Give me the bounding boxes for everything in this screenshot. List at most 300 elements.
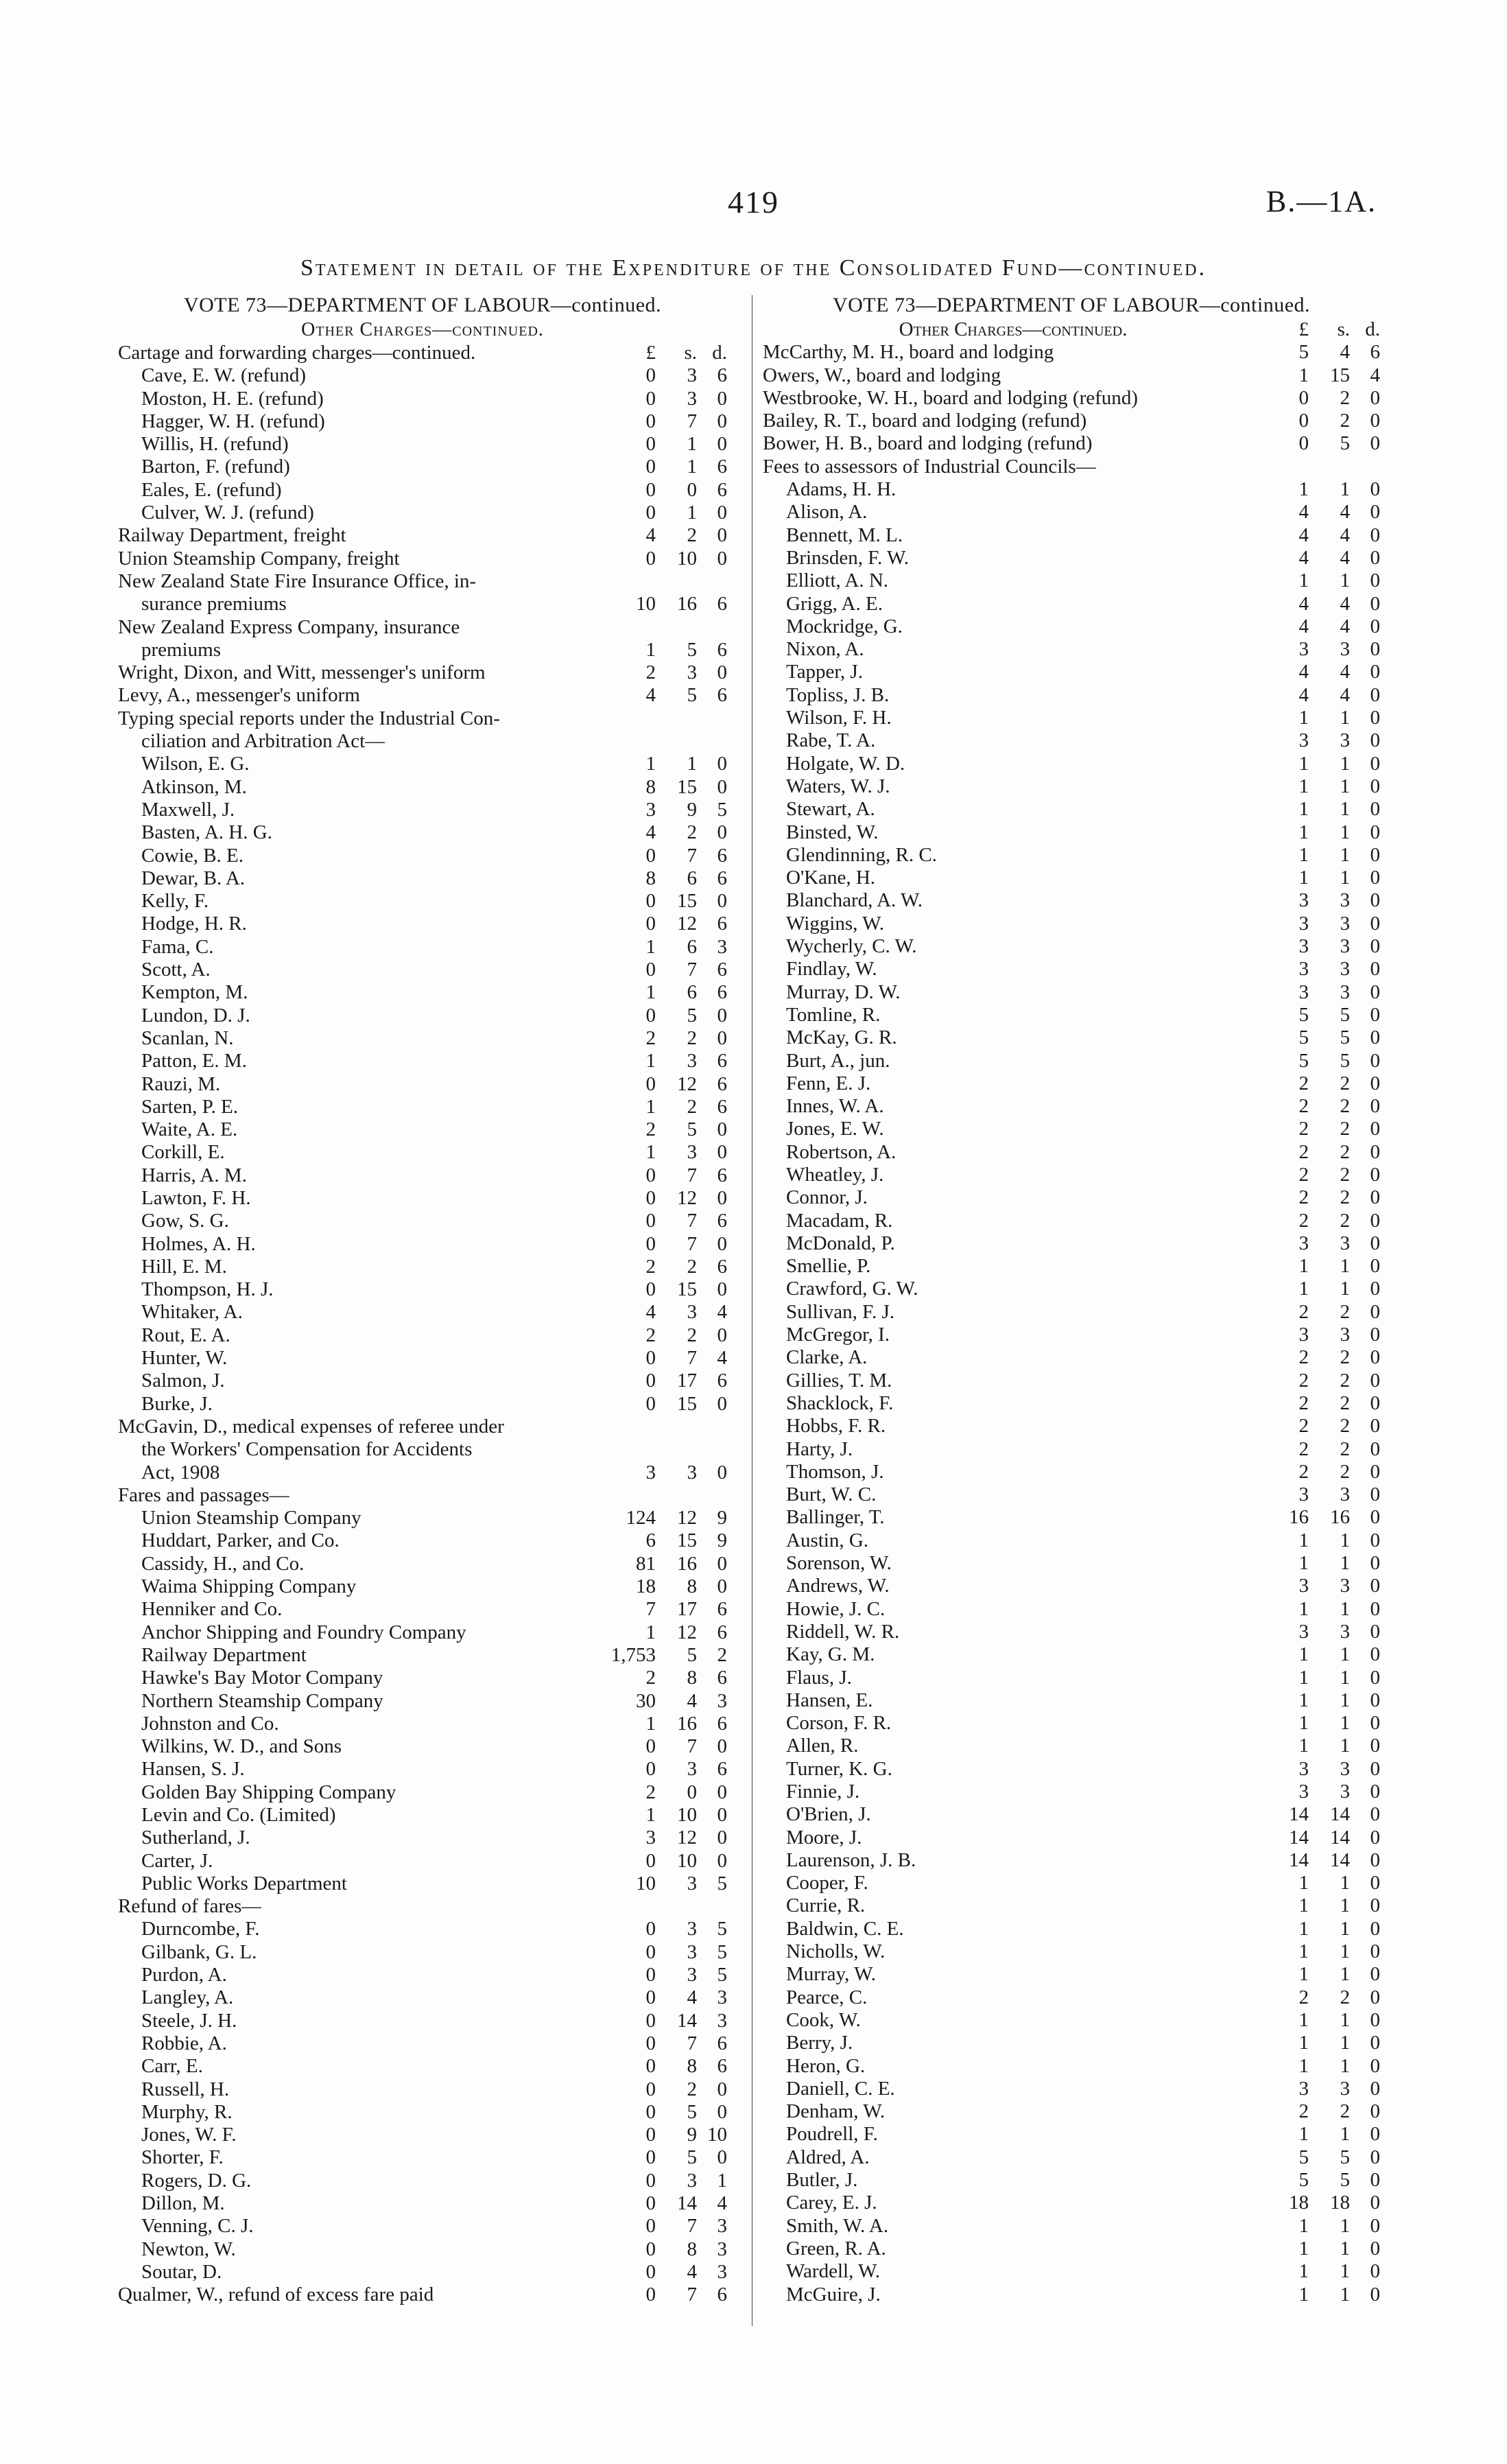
pounds-value: 1: [1298, 1894, 1309, 1917]
amount-cells: [1263, 432, 1380, 455]
shillings-value: 3: [1340, 1620, 1350, 1643]
amount-cells: [610, 1713, 727, 1735]
pence-value: 0: [1370, 1346, 1380, 1369]
ledger-row: [118, 388, 727, 410]
vote-heading: VOTE 73—DEPARTMENT OF LABOUR—continued.: [832, 294, 1311, 316]
entry-label: Hawke's Bay Motor Company: [141, 1667, 383, 1689]
entry-label: Robbie, A.: [141, 2032, 227, 2054]
ledger-row: [763, 1278, 1380, 1300]
entry-label: Elliott, A. N.: [786, 570, 889, 592]
entry-label: Lundon, D. J.: [141, 1004, 250, 1026]
pounds-value: 0: [645, 2215, 656, 2238]
pence-value: 0: [1370, 524, 1380, 546]
amount-cells: [610, 1529, 727, 1552]
pence-value: 3: [717, 1986, 727, 2009]
pence-value: 0: [1370, 1095, 1380, 1118]
ledger-row: [118, 2284, 727, 2306]
amount-cells: [1263, 2055, 1380, 2078]
ledger-row: [118, 936, 727, 959]
entry-label: Harty, J.: [786, 1438, 853, 1460]
pence-value: 6: [717, 1210, 727, 1232]
amount-cells: [610, 1758, 727, 1781]
ledger-row: [118, 616, 727, 639]
pounds-value: 1: [645, 981, 656, 1004]
entry-label: Tomline, R.: [786, 1003, 881, 1026]
pounds-value: 5: [1298, 1003, 1309, 1026]
pence-value: 0: [1370, 1140, 1380, 1163]
pounds-value: 2: [1298, 1300, 1309, 1323]
amount-cells: [1263, 410, 1380, 432]
pounds-value: 2: [1298, 1369, 1309, 1392]
ledger-row: [118, 1873, 727, 1895]
pence-value: 0: [717, 1392, 727, 1415]
shillings-value: 1: [1340, 867, 1350, 889]
entry-label: Harris, A. M.: [141, 1164, 247, 1186]
amount-cells: [610, 342, 727, 364]
pounds-value: 1: [1298, 867, 1309, 889]
ledger-row: [118, 1941, 727, 1964]
pounds-value: 1: [1298, 1940, 1309, 1963]
entry-label: Riddell, W. R.: [786, 1620, 900, 1643]
pounds-value: 0: [645, 1392, 656, 1415]
pounds-value: 18: [636, 1575, 656, 1598]
amount-cells: [610, 1187, 727, 1210]
pounds-value: 2: [1298, 2100, 1309, 2123]
pounds-value: 3: [1298, 729, 1309, 752]
pounds-value: 1: [1298, 2032, 1309, 2054]
shillings-value: 2: [1340, 1072, 1350, 1094]
shillings-value: 7: [687, 959, 697, 981]
shillings-value: 16: [677, 593, 697, 615]
amount-cells: [1263, 775, 1380, 798]
pounds-value: 0: [645, 2032, 656, 2054]
entry-label: surance premiums: [141, 593, 287, 615]
ledger-row: [763, 2215, 1380, 2238]
pounds-value: 0: [645, 433, 656, 456]
amount-cells: [1263, 1827, 1380, 1849]
shillings-value: 1: [1340, 752, 1350, 775]
shillings-value: 9: [687, 2124, 697, 2146]
pence-value: 5: [717, 798, 727, 821]
shillings-value: 1: [1340, 478, 1350, 501]
amount-cells: [1263, 2215, 1380, 2238]
ledger-row: [118, 2124, 727, 2146]
shillings-value: 1: [1340, 1735, 1350, 1757]
pounds-value: 1: [1298, 2123, 1309, 2146]
amount-cells: [1263, 889, 1380, 912]
entry-label: McGuire, J.: [786, 2283, 881, 2305]
ledger-row: [763, 753, 1380, 775]
pounds-value: 3: [645, 1461, 656, 1483]
amount-cells: [1263, 1050, 1380, 1072]
amount-cells: [610, 639, 727, 661]
amount-cells: [1263, 478, 1380, 501]
entry-label: Cooper, F.: [786, 1872, 868, 1894]
section-heading: Other Charges—continued.: [301, 319, 544, 340]
pounds-value: 7: [645, 1598, 656, 1621]
pence-value: 6: [717, 2032, 727, 2054]
pounds-value: 3: [1298, 1324, 1309, 1346]
ledger-row: [763, 1552, 1380, 1575]
ledger-row: [118, 1073, 727, 1096]
amount-cells: [1263, 2100, 1380, 2123]
shillings-value: 12: [677, 1072, 697, 1095]
shillings-value: 1: [1340, 1597, 1350, 1620]
shillings-value: 1: [1340, 1894, 1350, 1917]
pounds-value: 4: [645, 1301, 656, 1324]
ledger-row: [763, 1050, 1380, 1072]
ledger-row: [763, 1461, 1380, 1483]
shillings-value: 1: [1340, 821, 1350, 843]
amount-cells: [1263, 821, 1380, 844]
pounds-value: 0: [645, 844, 656, 867]
entry-label: Ballinger, T.: [786, 1506, 885, 1529]
amount-cells: [610, 1735, 727, 1758]
pence-value: 4: [717, 2192, 727, 2215]
ledger-row: [763, 1141, 1380, 1164]
entry-label: New Zealand Express Company, insurance: [118, 615, 460, 638]
entry-label: Hill, E. M.: [141, 1255, 227, 1278]
pounds-value: 14: [1289, 1826, 1309, 1849]
pence-value: 0: [1370, 935, 1380, 958]
pounds-value: 1: [1298, 775, 1309, 797]
pence-value: 6: [717, 1758, 727, 1781]
amount-cells: [1263, 2284, 1380, 2306]
ledger-rows: [118, 342, 727, 2307]
shillings-value: 2: [1340, 1186, 1350, 1209]
ledger-row: [118, 1005, 727, 1027]
entry-label: Kempton, M.: [141, 981, 248, 1004]
entry-label: Typing special reports under the Industrial Con-: [118, 707, 500, 729]
ledger-row: [118, 1598, 727, 1621]
pounds-value: 1: [1298, 570, 1309, 592]
ledger-row: [763, 867, 1380, 889]
amount-cells: [610, 1118, 727, 1141]
entry-label: Nicholls, W.: [786, 1940, 886, 1963]
entry-label: Anchor Shipping and Foundry Company: [141, 1621, 466, 1643]
pounds-value: 2: [1298, 1140, 1309, 1163]
pence-value: 0: [1370, 638, 1380, 661]
pence-value: 0: [1370, 889, 1380, 912]
ledger-row: [118, 799, 727, 821]
shillings-value: 3: [1340, 1324, 1350, 1346]
amount-cells: [1263, 2238, 1380, 2260]
shillings-value: 12: [677, 1186, 697, 1209]
pounds-value: 1: [1298, 752, 1309, 775]
shillings-value: 3: [1340, 1232, 1350, 1254]
ledger-row: [763, 2123, 1380, 2146]
shillings-value: 3: [687, 1964, 697, 1986]
ledger-row: [763, 729, 1380, 752]
entry-label: Whitaker, A.: [141, 1301, 243, 1324]
ledger-row: [763, 1667, 1380, 1689]
shillings-value: 5: [1340, 1049, 1350, 1072]
shillings-value: 14: [1330, 1803, 1350, 1826]
ledger-row: [118, 1804, 727, 1827]
shillings-value: 1: [1340, 2283, 1350, 2305]
pence-value: 0: [1370, 1986, 1380, 2008]
pence-value: 3: [717, 2260, 727, 2283]
shillings-value: 4: [1340, 615, 1350, 637]
pounds-value: 0: [645, 1735, 656, 1758]
entry-label: Brinsden, F. W.: [786, 546, 909, 569]
shillings-value: 14: [1330, 1826, 1350, 1849]
pounds-value: 0: [645, 1964, 656, 1986]
pence-value: 6: [717, 638, 727, 661]
ledger-row: [763, 1095, 1380, 1118]
entry-label: Bennett, M. L.: [786, 524, 903, 546]
ledger-row: [763, 775, 1380, 798]
pounds-value: 81: [636, 1552, 656, 1575]
shillings-value: 1: [1340, 2008, 1350, 2031]
amount-cells: [1263, 2169, 1380, 2192]
shillings-value: 8: [687, 2238, 697, 2260]
pence-value: 0: [717, 1026, 727, 1049]
amount-cells: [610, 1873, 727, 1895]
amount-cells: [610, 1278, 727, 1301]
ledger-row: [763, 935, 1380, 958]
entry-label: Wiggins, W.: [786, 912, 885, 935]
entry-label: Gilbank, G. L.: [141, 1940, 257, 1963]
entry-label: Binsted, W.: [786, 821, 879, 843]
pounds-value: 4: [1298, 501, 1309, 524]
ledger-row: [118, 1713, 727, 1735]
entry-label: Rout, E. A.: [141, 1324, 230, 1346]
ledger-row: [763, 1324, 1380, 1346]
pence-value: 0: [1370, 1872, 1380, 1894]
shillings-value: 3: [1340, 889, 1350, 912]
pence-value: 6: [1370, 341, 1380, 364]
pounds-value: 4: [1298, 615, 1309, 637]
pounds-value: 2: [1298, 1095, 1309, 1118]
pounds-value: 18: [1289, 2192, 1309, 2214]
pence-value: 1: [717, 2169, 727, 2192]
pounds-value: 4: [1298, 683, 1309, 706]
shillings-value: 5: [687, 2100, 697, 2123]
pence-value: 0: [717, 547, 727, 570]
shillings-value: 2: [1340, 1438, 1350, 1460]
ledger-row: [763, 1986, 1380, 2009]
shillings-value: 3: [687, 661, 697, 684]
shillings-value: 14: [1330, 1849, 1350, 1871]
pence-value: 0: [1370, 546, 1380, 569]
pence-heading: d.: [712, 342, 727, 364]
pence-value: 6: [717, 1164, 727, 1186]
entry-label: Sullivan, F. J.: [786, 1300, 895, 1323]
ledger-row: [763, 1255, 1380, 1278]
shillings-value: 7: [687, 1210, 697, 1232]
entry-label: Eales, E. (refund): [141, 478, 282, 501]
entry-label: Connor, J.: [786, 1186, 868, 1209]
ledger-row: [118, 2238, 727, 2261]
pounds-value: 0: [645, 2124, 656, 2146]
shillings-value: 2: [1340, 1369, 1350, 1392]
shillings-value: 1: [1340, 2123, 1350, 2146]
entry-label: Waima Shipping Company: [141, 1575, 357, 1598]
entry-label: Levin and Co. (Limited): [141, 1804, 336, 1826]
pounds-value: 4: [1298, 546, 1309, 569]
ledger-row: [118, 2146, 727, 2169]
ledger-row: [118, 1690, 727, 1713]
amount-cells: [1263, 638, 1380, 661]
pence-value: 0: [1370, 615, 1380, 637]
amount-cells: [1263, 547, 1380, 570]
pence-value: 0: [717, 1141, 727, 1164]
ledger-row: [763, 1918, 1380, 1940]
amount-cells: [1263, 729, 1380, 752]
shillings-value: 2: [687, 2078, 697, 2100]
pence-value: 0: [1370, 683, 1380, 706]
entry-label: Dewar, B. A.: [141, 867, 246, 889]
pence-value: 6: [717, 456, 727, 478]
page-number: 419: [728, 185, 779, 220]
shillings-value: 3: [1340, 1757, 1350, 1780]
pounds-value: 0: [645, 2192, 656, 2215]
amount-cells: [1263, 1095, 1380, 1118]
entry-label: Pearce, C.: [786, 1986, 868, 2008]
ledger-row: [763, 2032, 1380, 2054]
entry-label: O'Kane, H.: [786, 867, 876, 889]
ledger-row: [118, 1667, 727, 1689]
pence-value: 6: [717, 2284, 727, 2306]
entry-label: Berry, J.: [786, 2032, 853, 2054]
pence-value: 0: [1370, 410, 1380, 432]
pence-value: 0: [1370, 1917, 1380, 1940]
ledger-row: [118, 433, 727, 456]
shillings-value: 2: [1340, 1095, 1350, 1118]
amount-cells: [610, 890, 727, 913]
amount-cells: [610, 2170, 727, 2192]
pounds-value: 1: [1298, 1529, 1309, 1551]
pence-value: 0: [1370, 1300, 1380, 1323]
shillings-value: 3: [687, 1141, 697, 1164]
shillings-value: 2: [687, 524, 697, 547]
pence-value: 0: [1370, 775, 1380, 797]
entry-label: Thomson, J.: [786, 1460, 884, 1483]
ledger-row: [118, 821, 727, 844]
pounds-value: 2: [1298, 1415, 1309, 1438]
entry-label: Wycherly, C. W.: [786, 935, 917, 958]
ledger-row: [763, 1872, 1380, 1894]
shillings-value: 2: [1340, 1460, 1350, 1483]
entry-label: Smith, W. A.: [786, 2214, 889, 2237]
amount-cells: [610, 1324, 727, 1347]
shillings-value: 6: [687, 867, 697, 889]
entry-label: Crawford, G. W.: [786, 1278, 918, 1300]
amount-cells: [1263, 1940, 1380, 1963]
ledger-row: [763, 889, 1380, 912]
amount-cells: [610, 913, 727, 935]
amount-cells: [1263, 981, 1380, 1004]
amount-cells: [610, 1941, 727, 1964]
ledger-row: [118, 410, 727, 433]
pence-value: 6: [717, 1370, 727, 1392]
entry-label: Blanchard, A. W.: [786, 889, 923, 912]
entry-label: Cassidy, H., and Co.: [141, 1552, 305, 1575]
amount-cells: [1263, 1324, 1380, 1346]
pounds-value: 0: [645, 2260, 656, 2283]
amount-cells: [1263, 2146, 1380, 2169]
entry-label: the Workers' Compensation for Accidents: [141, 1438, 473, 1461]
shillings-value: 15: [677, 890, 697, 913]
pounds-value: 3: [645, 1827, 656, 1849]
pence-value: 0: [717, 387, 727, 410]
shillings-value: 1: [1340, 1666, 1350, 1689]
entry-label: Robertson, A.: [786, 1140, 897, 1163]
amount-cells: [1263, 1529, 1380, 1552]
pounds-value: 2: [1298, 1392, 1309, 1414]
amount-cells: [610, 2010, 727, 2032]
pence-value: 0: [1370, 1026, 1380, 1049]
pence-value: 0: [1370, 478, 1380, 501]
pounds-value: 1: [1298, 1552, 1309, 1575]
shillings-value: 10: [677, 1804, 697, 1826]
entry-label: Shorter, F.: [141, 2146, 224, 2169]
shillings-value: 1: [1340, 707, 1350, 729]
shillings-value: 3: [687, 1461, 697, 1483]
entry-label: Findlay, W.: [786, 958, 877, 981]
amount-cells: [1263, 1894, 1380, 1917]
ledger-row: [763, 432, 1380, 455]
shillings-value: 4: [1340, 546, 1350, 569]
shillings-value: 15: [1330, 364, 1350, 386]
shillings-value: 2: [1340, 1346, 1350, 1369]
ledger-row: [118, 1850, 727, 1873]
pence-value: 0: [717, 1461, 727, 1483]
amount-cells: [1263, 1758, 1380, 1781]
amount-cells: [610, 1964, 727, 1986]
amount-cells: [610, 479, 727, 502]
pence-value: 0: [1370, 592, 1380, 615]
pounds-value: 1: [1298, 1917, 1309, 1940]
shillings-value: 3: [1340, 1575, 1350, 1597]
shillings-value: 1: [1340, 2237, 1350, 2260]
entry-label: Mockridge, G.: [786, 615, 903, 637]
pounds-value: 0: [645, 410, 656, 432]
pounds-value: 0: [645, 1210, 656, 1232]
pence-value: 0: [717, 524, 727, 547]
ledger-row: [118, 1370, 727, 1392]
entry-label: Grigg, A. E.: [786, 592, 883, 615]
amount-cells: [1263, 684, 1380, 707]
entry-label: Corkill, E.: [141, 1141, 225, 1164]
pounds-value: 2: [1298, 1460, 1309, 1483]
pounds-value: 3: [1298, 1575, 1309, 1597]
amount-cells: [1263, 1849, 1380, 1872]
pounds-value: 0: [645, 1918, 656, 1940]
pounds-value: 0: [645, 502, 656, 524]
pence-value: 0: [1370, 1072, 1380, 1094]
pounds-value: 1: [1298, 1278, 1309, 1300]
ledger-row: [763, 2192, 1380, 2214]
shillings-value: 3: [1340, 981, 1350, 1003]
pence-value: 6: [717, 1255, 727, 1278]
section-header-row: [763, 318, 1380, 341]
entry-label: Fares and passages—: [118, 1483, 289, 1506]
pence-value: 0: [1370, 1049, 1380, 1072]
pence-value: 0: [1370, 1643, 1380, 1666]
pence-value: 0: [1370, 2283, 1380, 2305]
entry-label: Adams, H. H.: [786, 478, 897, 501]
pence-value: 0: [717, 753, 727, 775]
pence-value: 0: [1370, 570, 1380, 592]
amount-cells: [610, 776, 727, 799]
entry-label: Smellie, P.: [786, 1255, 871, 1278]
amount-cells: [610, 1462, 727, 1484]
pounds-value: 16: [1289, 1506, 1309, 1529]
entry-label: Carr, E.: [141, 2055, 203, 2078]
amount-cells: [1263, 341, 1380, 364]
